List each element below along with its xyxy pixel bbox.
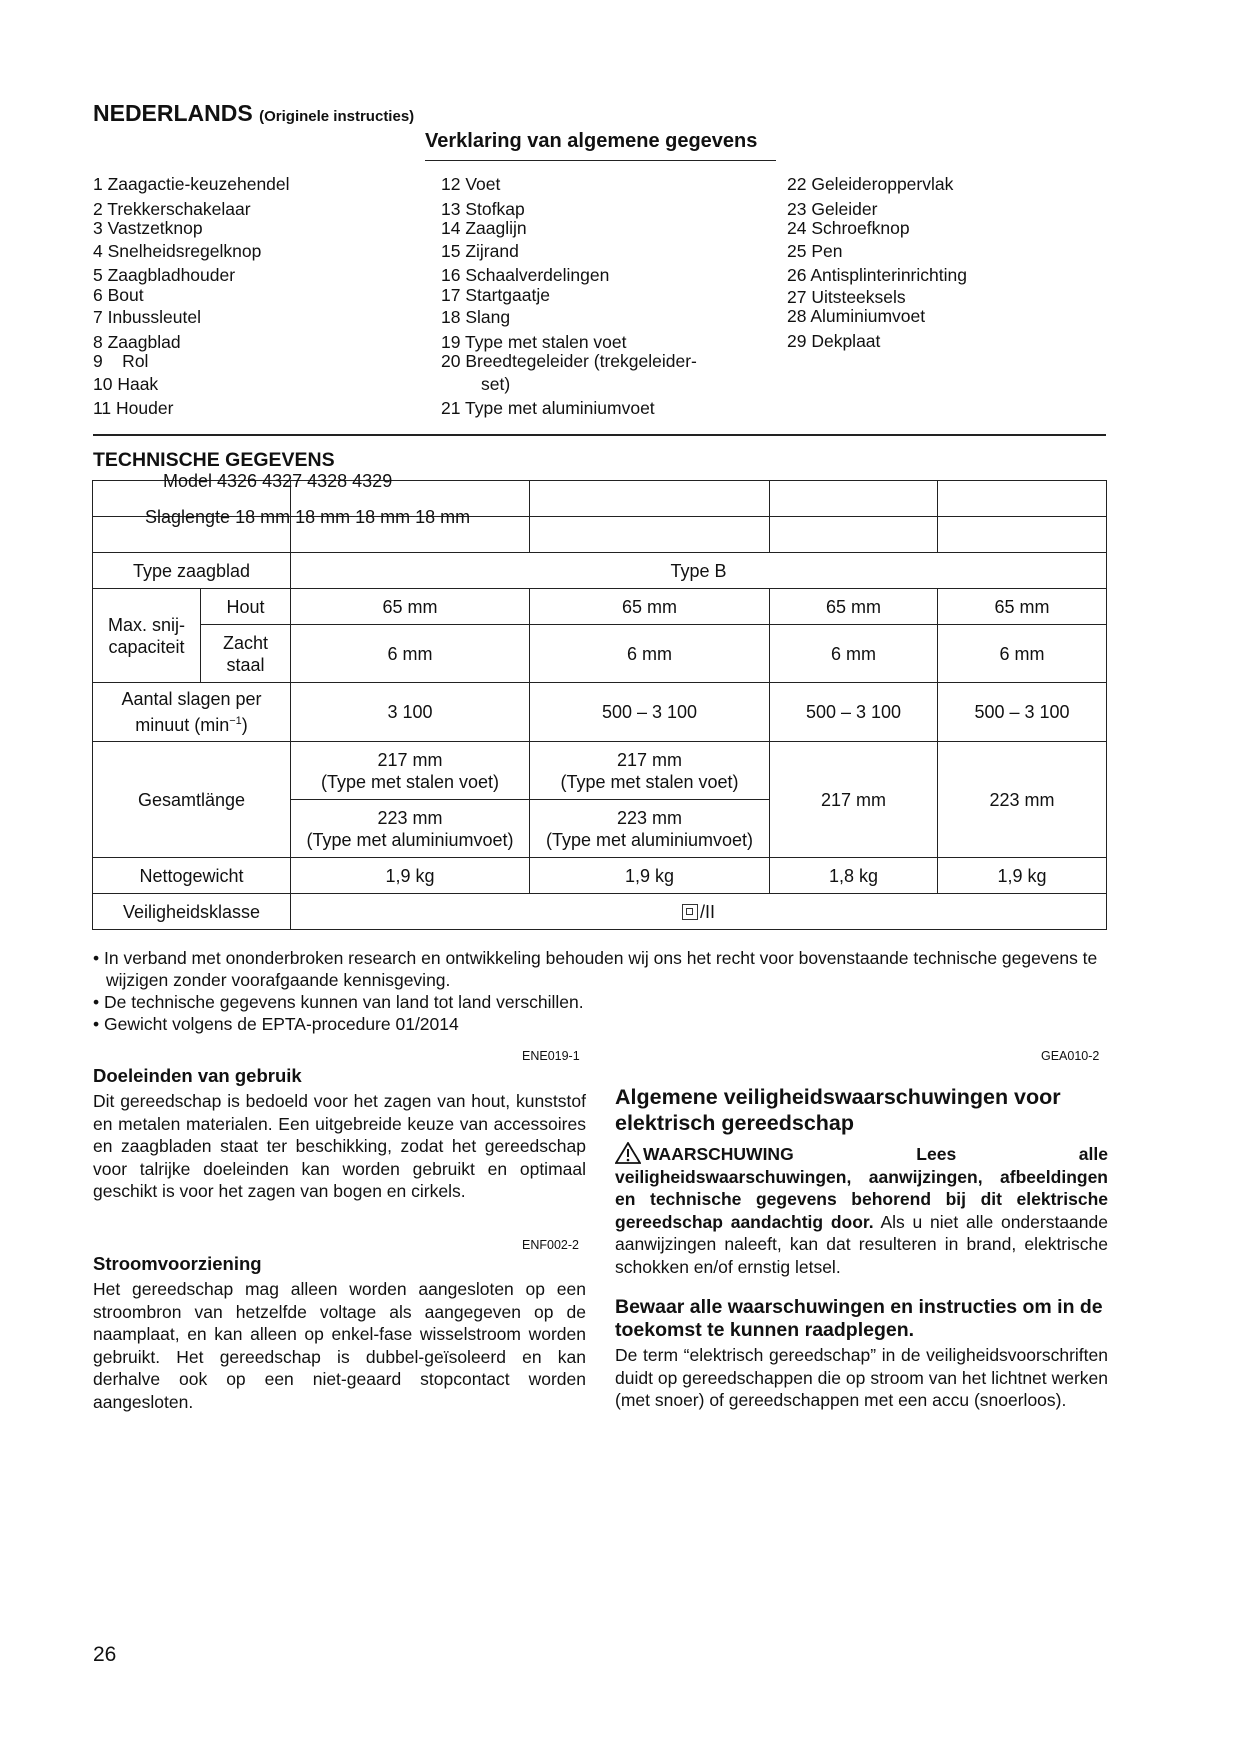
wood-label: Hout [201,589,291,625]
table-cell: 1,9 kg [938,858,1107,894]
section-code: GEA010-2 [1041,1049,1100,1063]
length-type: (Type met aluminiumvoet) [306,829,514,850]
warning-rest-text: Als u niet alle onderstaande aanwijzingen naleeft, kan dat resulteren in brand, elektrische schokken en/of ernstig letsel. [615,1211,1108,1277]
parts-list-col3 [787,173,967,352]
list-item: 23 Geleider [787,198,878,219]
table-row [93,894,1107,930]
table-cell: 1,9 kg [291,858,530,894]
safety-class-label: Veiligheidsklasse [93,894,291,930]
list-item: 6 Bout [93,284,144,305]
table-row [93,742,1107,800]
table-cell: 6 mm [770,625,938,683]
keep-instructions-heading: Bewaar alle waarschuwingen en instructies om in de toekomst te kunnen raadplegen. [615,1296,1103,1341]
table-cell [938,517,1107,553]
parts-list-col1 [93,173,290,420]
table-cell: 500 – 3 100 [938,683,1107,742]
table-row [93,858,1107,894]
table-cell: 1,8 kg [770,858,938,894]
table-row [93,517,1107,553]
length-value: 223 mm [377,807,443,828]
list-item: 17 Startgaatje [441,284,550,305]
table-cell: 6 mm [291,625,530,683]
length-label: Gesamtlänge [93,742,291,858]
table-cell: 223 mm [938,742,1107,858]
blade-type-label: Type zaagblad [93,553,291,589]
blade-type-value: Type B [291,553,1107,589]
list-item: 29 Dekplaat [787,330,881,351]
list-item: 19 Type met stalen voet [441,331,627,352]
table-cell: 500 – 3 100 [770,683,938,742]
length-value: 217 mm [377,749,443,770]
list-item: 27 Uitsteeksels [787,286,906,307]
table-row [93,553,1107,589]
language-note: (Originele instructies) [259,108,415,125]
table-cell [770,517,938,553]
intended-use-text: Dit gereedschap is bedoeld voor het zagen van hout, kunststof en metalen materialen. Een uitgebreide keuze van accessoires en zaagbladen staat ter beschikking, zodat het gereedschap voor talrijke doeleinden kan worden gebruikt en optimaal geschikt is voor het zagen van bogen en cirkels. [93,1091,586,1201]
table-cell: 65 mm [770,589,938,625]
note-item: • Gewicht volgens de EPTA-procedure 01/2014 [93,1014,459,1034]
strokes-label-text: Aantal slagen per minuut (min [121,689,262,735]
warning-icon [615,1142,641,1164]
double-insulation-icon [682,904,698,920]
warning-bold-text: WAARSCHUWING Lees alle veiligheidswaarschuwingen, aanwijzingen, afbeeldingen en technische gegevens behorend bij dit elektrische gereedschap aandachtig door. [615,1144,1108,1232]
note-item: • In verband met ononderbroken research en ontwikkeling behouden wij ons het recht voor bovenstaande technische gegevens te wijzigen zonder voorafgaande kennisgeving. [93,948,1098,990]
section-code: ENF002-2 [522,1238,579,1252]
intended-use-heading: Doeleinden van gebruik [93,1065,302,1086]
model-row-text: Model 4326 4327 4328 4329 [163,471,393,491]
list-item: 8 Zaagblad [93,331,181,352]
page-number: 26 [93,1643,117,1666]
language-heading [93,100,414,127]
table-cell: 65 mm [291,589,530,625]
safety-class-text: /II [699,901,715,922]
note-item: • De technische gegevens kunnen van land tot land verschillen. [93,992,584,1012]
list-item: 12 Voet [441,174,501,194]
table-cell: 1,9 kg [530,858,770,894]
section-code: ENE019-1 [522,1049,580,1063]
power-supply-heading: Stroomvoorziening [93,1253,262,1274]
spec-table [92,471,1107,930]
list-item: 21 Type met aluminiumvoet [441,398,655,418]
section-rule [93,434,1106,436]
list-item: 5 Zaagbladhouder [93,265,236,285]
list-item: set) [481,373,511,394]
list-item: 4 Snelheidsregelknop [93,240,262,261]
length-type: (Type met stalen voet) [320,771,500,792]
list-item: 7 Inbussleutel [93,307,201,327]
list-item: 9 Rol [93,351,149,371]
language-title: NEDERLANDS [93,100,253,126]
list-item: 2 Trekkerschakelaar [93,198,251,219]
table-row [93,589,1107,625]
steel-label: Zacht staal [201,625,291,683]
table-row [93,625,1107,683]
declaration-rule [425,160,776,161]
table-cell [291,800,530,858]
list-item: 11 Houder [93,398,174,418]
table-cell [770,481,938,517]
length-value: 217 mm [616,749,683,770]
list-item: 26 Antisplinterinrichting [787,265,967,285]
list-item: 1 Zaagactie-keuzehendel [93,174,290,194]
declaration-title: Verklaring van algemene gegevens [425,130,758,152]
table-cell: 3 100 [291,683,530,742]
spec-notes [93,947,1108,1035]
list-item: 3 Vastzetknop [93,218,203,238]
tech-specs-title: TECHNISCHE GEGEVENS [93,449,335,471]
length-value: 223 mm [616,807,683,828]
stroke-cell [93,507,471,553]
table-cell [291,742,530,800]
power-supply-text: Het gereedschap mag alleen worden aangesloten op een stroombron van hetzelfde voltage als aangegeven op de naamplaat, en kan alleen op enkel-fase wisselstroom worden gebruikt. Het gereedschap is dubbel-geïsoleerd en kan derhalve ook op een niet-geaard stopcontact worden aangesloten. [93,1279,586,1412]
table-cell [530,481,770,517]
table-row [93,683,1107,742]
length-type: (Type met aluminiumvoet) [545,829,754,850]
parts-list-col2 [441,173,697,420]
strokes-label-sup: −1 [229,715,242,727]
table-cell [530,800,770,858]
strokes-label [93,683,291,742]
max-cut-label: Max. snij-capaciteit [93,589,201,683]
table-cell: 6 mm [530,625,770,683]
stroke-row-text: Slaglengte 18 mm 18 mm 18 mm 18 mm [145,507,471,527]
list-item: 24 Schroefknop [787,218,910,238]
list-item: 16 Schaalverdelingen [441,265,610,285]
list-item: 10 Haak [93,373,159,394]
weight-label: Nettogewicht [93,858,291,894]
list-item: 25 Pen [787,240,843,261]
table-cell [530,517,770,553]
safety-class-value [291,894,1107,930]
list-item: 14 Zaaglijn [441,218,527,238]
list-item: 20 Breedtegeleider (trekgeleider- [441,351,697,371]
list-item: 15 Zijrand [441,240,519,261]
table-cell: 65 mm [530,589,770,625]
table-cell: 217 mm [770,742,938,858]
warning-paragraph [615,1142,1108,1278]
table-cell [530,742,770,800]
table-cell: 500 – 3 100 [530,683,770,742]
list-item: 18 Slang [441,307,511,327]
safety-heading: Algemene veiligheidswaarschuwingen voor elektrisch gereedschap [615,1085,1061,1135]
list-item: 28 Aluminiumvoet [787,306,926,326]
table-cell: 65 mm [938,589,1107,625]
table-cell: 6 mm [938,625,1107,683]
list-item: 13 Stofkap [441,198,525,219]
table-cell [938,481,1107,517]
list-item: 22 Geleideroppervlak [787,174,954,194]
strokes-label-close: ) [241,715,248,735]
length-type: (Type met stalen voet) [560,771,739,792]
keep-instructions-text: De term “elektrisch gereedschap” in de veiligheidsvoorschriften duidt op gereedschappen die op stroom van het lichtnet werken (met snoer) of gereedschappen met een accu (snoerloos). [615,1345,1108,1410]
